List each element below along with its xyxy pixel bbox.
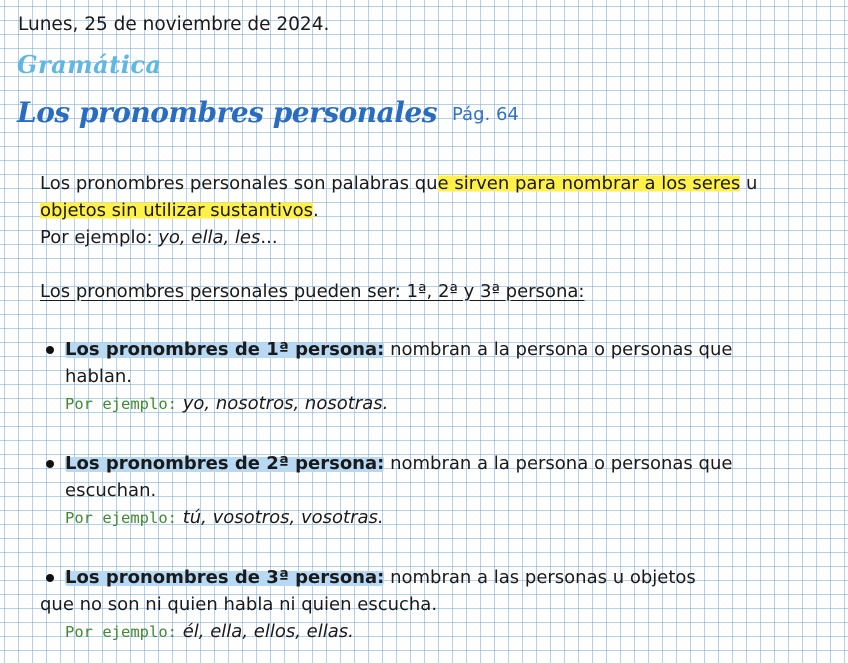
intro-highlight: e sirven para nombrar a los seres: [437, 173, 741, 194]
bullet-dot: [46, 346, 54, 354]
intro-example-line: [40, 224, 757, 251]
example-values: yo, nosotros, nosotras.: [176, 393, 389, 414]
item-text: nombran a la persona o personas que: [384, 453, 733, 474]
intro-example-values: yo, ella, les: [158, 227, 261, 248]
item-text-cont: hablan.: [65, 366, 133, 387]
example-label: Por ejemplo:: [65, 623, 177, 641]
item-3-cont: [40, 591, 437, 618]
page-reference: Pág. 64: [452, 104, 519, 125]
example-label: Por ejemplo:: [65, 509, 177, 527]
types-rule: Los pronombres personales pueden ser: 1ª, 2ª y 3ª persona:: [40, 281, 585, 302]
item-text-cont: que no son ni quien habla ni quien escucha.: [40, 594, 438, 615]
topic-title: Los pronombres personales: [17, 96, 437, 129]
item-3: [65, 564, 696, 591]
example-values: él, ella, ellos, ellas.: [176, 621, 354, 642]
item-2: [65, 450, 732, 532]
item-title: Los pronombres de 3ª persona:: [65, 567, 385, 588]
intro-paragraph: [40, 170, 757, 251]
item-title: Los pronombres de 2ª persona:: [65, 453, 385, 474]
bullet-dot: [46, 460, 54, 468]
intro-text: Los pronombres personales son palabras qu: [40, 173, 438, 194]
item-text: nombran a la persona o personas que: [384, 339, 733, 360]
intro-period: .: [313, 200, 319, 221]
intro-line-1: [40, 170, 757, 197]
example-label: Por ejemplo:: [65, 395, 177, 413]
example-values: tú, vosotros, vosotras.: [176, 507, 384, 528]
intro-example-prefix: Por ejemplo:: [40, 227, 159, 248]
intro-text-end: u: [740, 173, 758, 194]
date-heading: Lunes, 25 de noviembre de 2024.: [18, 14, 330, 35]
item-text-cont: escuchan.: [65, 480, 157, 501]
item-1: [65, 336, 732, 418]
item-title: Los pronombres de 1ª persona:: [65, 339, 385, 360]
subject-heading: Gramática: [17, 50, 162, 79]
item-3-example: [65, 618, 354, 646]
bullet-dot: [46, 574, 54, 582]
intro-highlight-2: objetos sin utilizar sustantivos: [40, 200, 314, 221]
item-text: nombran a las personas u objetos: [384, 567, 696, 588]
intro-example-suffix: ...: [260, 227, 278, 248]
intro-line-2: [40, 197, 757, 224]
